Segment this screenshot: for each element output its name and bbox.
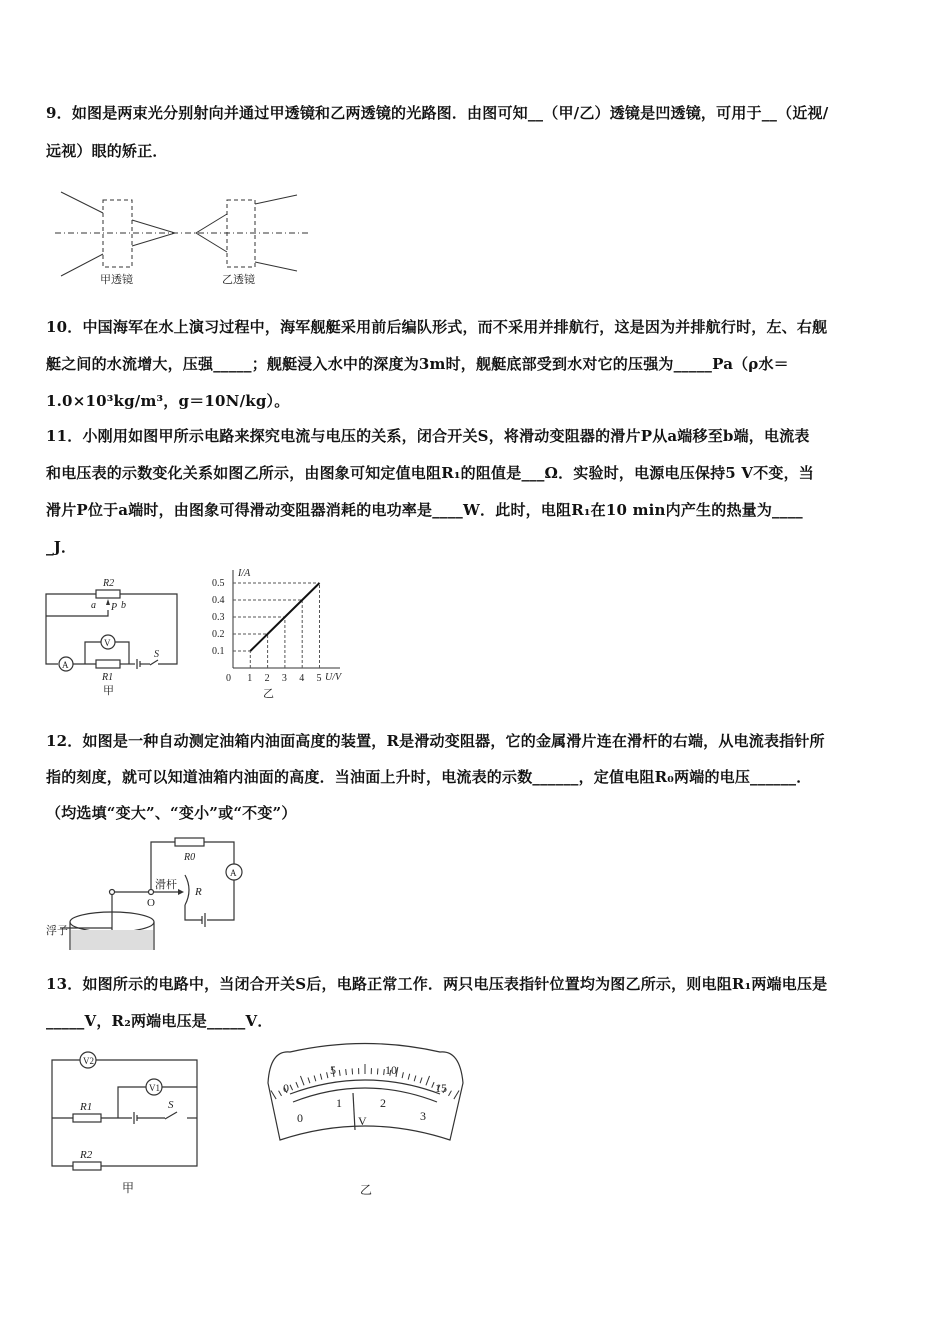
meter-tick bbox=[314, 1076, 316, 1082]
a-label: a bbox=[91, 600, 96, 611]
y-tick-label: 0.5 bbox=[212, 578, 225, 589]
meter-unit: V bbox=[358, 1114, 367, 1128]
v1-label: V1 bbox=[149, 1083, 160, 1093]
meter-tick bbox=[420, 1077, 422, 1083]
switch-label: S bbox=[168, 1099, 174, 1111]
ammeter-label: A bbox=[62, 660, 69, 670]
q10-line-2: 艇之间的水流增大，压强_____；舰艇浸入水中的深度为3m时，舰艇底部受到水对它的压强为_____Pa（ρ水＝ bbox=[46, 355, 789, 373]
lens-a-label: 甲透镜 bbox=[100, 274, 133, 286]
y-tick-label: 0.3 bbox=[212, 612, 225, 623]
y-tick-label: 0.2 bbox=[212, 629, 225, 640]
q12-line-3: （均选填“变大”、“变小”或“不变”） bbox=[46, 804, 297, 822]
q12-line-1: 12．如图是一种自动测定油箱内油面高度的装置，R是滑动变阻器，它的金属滑片连在滑杆的右端，从电流表指针所 bbox=[46, 732, 825, 750]
r2-label: R2 bbox=[103, 578, 115, 589]
svg-text:5: 5 bbox=[330, 1063, 336, 1077]
meter-tick bbox=[402, 1072, 403, 1078]
x-tick-label: 2 bbox=[264, 673, 270, 684]
meter-tick bbox=[339, 1070, 340, 1076]
r-label: R bbox=[195, 886, 202, 898]
meter-tick bbox=[454, 1091, 459, 1100]
q10-line-3: 1.0×10³kg/m³，g＝10N/kg）。 bbox=[46, 392, 290, 410]
origin-label: 0 bbox=[226, 673, 231, 684]
rod-label: 滑杆 bbox=[155, 879, 177, 891]
q11-line-3: 滑片P位于a端时，由图象可得滑动变阻器消耗的电功率是____W．此时，电阻R₁在10 min内产生的热量为____ bbox=[46, 501, 803, 519]
y-tick-label: 0.1 bbox=[212, 646, 225, 657]
meter-tick bbox=[279, 1091, 282, 1096]
q9-line-1: 9．如图是两束光分别射向并通过甲透镜和乙两透镜的光路图．由图可知__（甲/乙）透镜是凹透镜，可用于__（近视/ bbox=[46, 104, 829, 122]
pivot-label: O bbox=[147, 897, 155, 909]
x-tick-label: 4 bbox=[299, 673, 305, 684]
circuit-caption: 甲 bbox=[122, 1181, 135, 1195]
q11-line-1: 11．小刚用如图甲所示电路来探究电流与电压的关系，闭合开关S，将滑动变阻器的滑片P从a端移至b端，电流表 bbox=[46, 427, 810, 445]
r1-label: R1 bbox=[102, 672, 114, 683]
q11-line-2: 和电压表的示数变化关系如图乙所示，由图象可知定值电阻R₁的阻值是___Ω．实验时，电源电压保持5 V不变，当 bbox=[46, 464, 814, 482]
r1-label: R1 bbox=[80, 1101, 93, 1113]
meter-tick bbox=[408, 1074, 410, 1080]
meter-tick bbox=[346, 1069, 347, 1075]
q13-line-2: _____V，R₂两端电压是_____V． bbox=[46, 1012, 273, 1030]
svg-text:2: 2 bbox=[380, 1096, 386, 1110]
y-axis-label: I/A bbox=[238, 568, 251, 579]
q11-line-4: _J． bbox=[46, 538, 77, 556]
circuit-caption: 甲 bbox=[103, 685, 114, 697]
meter-tick bbox=[432, 1082, 434, 1088]
svg-text:0: 0 bbox=[283, 1081, 289, 1095]
x-tick-label: 3 bbox=[281, 673, 287, 684]
q9-line-2: 远视）眼的矫正． bbox=[46, 142, 168, 160]
svg-text:15: 15 bbox=[435, 1081, 447, 1095]
svg-text:1: 1 bbox=[336, 1096, 342, 1110]
meter-tick bbox=[296, 1082, 298, 1088]
r2-label: R2 bbox=[80, 1149, 93, 1161]
meter-tick bbox=[426, 1076, 430, 1085]
graph-caption: 乙 bbox=[263, 688, 274, 700]
q13-line-1: 13．如图所示的电路中，当闭合开关S后，电路正常工作．两只电压表指针位置均为图乙所示，则电阻R₁两端电压是 bbox=[46, 975, 828, 993]
voltmeter-label: V bbox=[104, 638, 111, 648]
q10-line-1: 10．中国海军在水上演习过程中，海军舰艇采用前后编队形式，而不采用并排航行，这是因为并排航行时，左、右舰 bbox=[46, 318, 828, 336]
v2-label: V2 bbox=[83, 1056, 94, 1066]
meter-tick bbox=[308, 1077, 310, 1083]
meter-caption: 乙 bbox=[360, 1183, 373, 1197]
svg-text:0: 0 bbox=[297, 1111, 303, 1125]
lens-b-label: 乙透镜 bbox=[222, 274, 255, 286]
meter-tick bbox=[414, 1076, 416, 1082]
meter-tick bbox=[320, 1074, 322, 1080]
switch-label: S bbox=[154, 649, 159, 660]
meter-tick bbox=[448, 1091, 451, 1096]
r0-label: R0 bbox=[184, 852, 196, 863]
b-label: b bbox=[121, 600, 126, 611]
svg-text:3: 3 bbox=[420, 1109, 426, 1123]
x-tick-label: 1 bbox=[247, 673, 253, 684]
y-tick-label: 0.4 bbox=[212, 595, 225, 606]
p-label: P bbox=[111, 602, 118, 613]
meter-tick bbox=[290, 1085, 293, 1090]
svg-text:10: 10 bbox=[385, 1063, 397, 1077]
meter-tick bbox=[327, 1072, 328, 1078]
ammeter-label: A bbox=[230, 868, 237, 878]
x-axis-label: U/V bbox=[325, 672, 342, 683]
q12-line-2: 指的刻度，就可以知道油箱内油面的高度．当油面上升时，电流表的示数______，定值电阻R₀两端的电压______． bbox=[46, 768, 812, 786]
float-label: 浮子 bbox=[46, 925, 68, 937]
x-tick-label: 5 bbox=[316, 673, 322, 684]
meter-tick bbox=[300, 1076, 304, 1085]
